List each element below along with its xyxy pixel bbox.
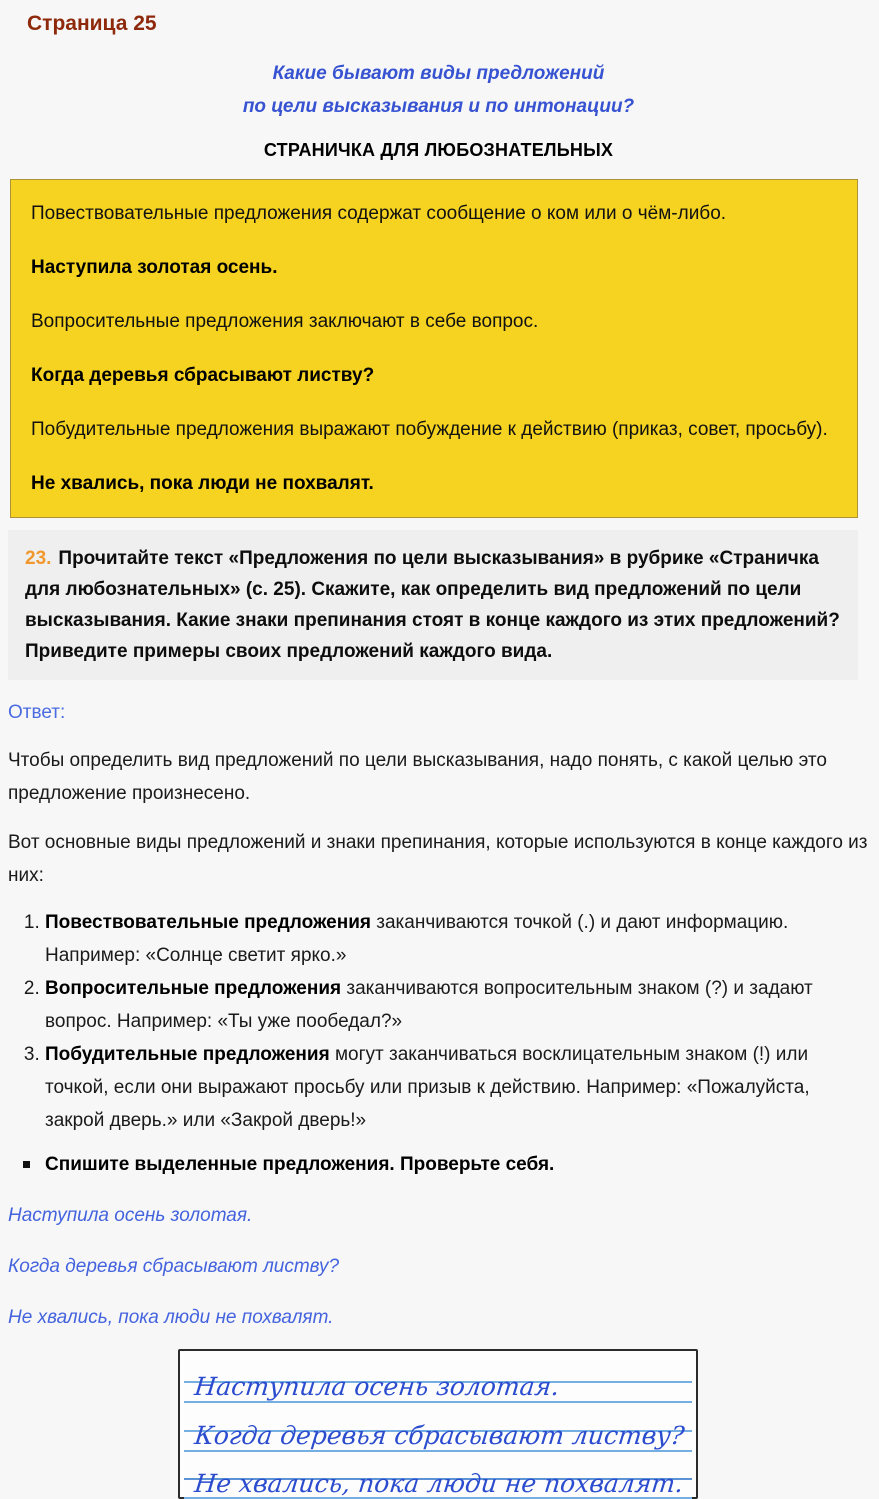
rule-paragraph-imperative: Побудительные предложения выражают побуждение к действию (приказ, совет, просьбу). [31,419,828,440]
task-number: 23. [25,548,52,569]
list-item-interrogative [45,972,869,1038]
list-item-description: могут заканчиваться восклицательным знаком (!) или точкой, если они выражают просьбу или призыв к действию. Например: «Пожалуйста, закрой дверь.» или «Закрой дверь!» [45,1044,810,1131]
page-title: Страница 25 [27,12,157,35]
section-heading: СТРАНИЧКА ДЛЯ ЛЮБОЗНАТЕЛЬНЫХ [263,140,614,160]
task-box [8,530,858,680]
rule-example-interrogative: Когда деревья сбрасывают листву? [31,365,375,386]
list-item-term: Побудительные предложения [45,1044,330,1065]
handwriting-line-2: Когда деревья сбрасывают листву? [193,1421,686,1450]
square-bullet-icon [23,1161,30,1168]
answer-paragraph-1: Чтобы определить вид предложений по цели высказывания, надо понять, с какой целью это предложение произнесено. [8,750,827,804]
copy-task-bullet-item [23,1153,869,1177]
task-text: Прочитайте текст «Предложения по цели высказывания» в рубрике «Страничка для любознательных» (с. 25). Скажите, как определить вид предложений по цели высказывания. Какие знаки препинания стоят в конце каждого из этих предложений? Приведите примеры своих предложений каждого вида. [25,548,840,662]
subtitle-line-1: Какие бывают виды предложений [272,63,605,84]
answer-paragraph-2: Вот основные виды предложений и знаки препинания, которые используются в конце каждого из них: [8,832,868,886]
rule-box [10,179,858,518]
list-item-description: заканчиваются вопросительным знаком (?) и задают вопрос. Например: «Ты уже пообедал?» [45,978,813,1032]
rule-example-imperative: Не хвались, пока люди не похвалят. [31,473,374,494]
rule-example-declarative: Наступила золотая осень. [31,257,278,278]
list-item-term: Вопросительные предложения [45,978,342,999]
handwriting-line-1: Наступила осень золотая. [193,1372,561,1401]
answer-label: Ответ: [8,702,66,723]
list-item-imperative [45,1038,869,1137]
sentence-types-list [8,906,869,1137]
rule-paragraph-interrogative: Вопросительные предложения заключают в себе вопрос. [31,311,539,332]
lesson-question-heading [8,57,869,123]
handwriting-line-3: Не хвались, пока люди не похвалят. [193,1469,685,1498]
highlighted-sentence-1: Наступила осень золотая. [8,1205,253,1226]
list-item-description: заканчиваются точкой (.) и дают информацию. Например: «Солнце светит ярко.» [45,912,789,966]
list-item-term: Повествовательные предложения [45,912,371,933]
list-item-declarative [45,906,869,972]
highlighted-sentence-3: Не хвались, пока люди не похвалят. [8,1307,334,1328]
notebook-handwriting-image [178,1349,698,1499]
highlighted-sentence-2: Когда деревья сбрасывают листву? [8,1256,340,1277]
rule-paragraph-declarative: Повествовательные предложения содержат сообщение о ком или о чём-либо. [31,203,727,224]
subtitle-line-2: по цели высказывания и по интонации? [242,96,635,117]
copy-task-text: Спишите выделенные предложения. Проверьте себя. [45,1154,555,1175]
